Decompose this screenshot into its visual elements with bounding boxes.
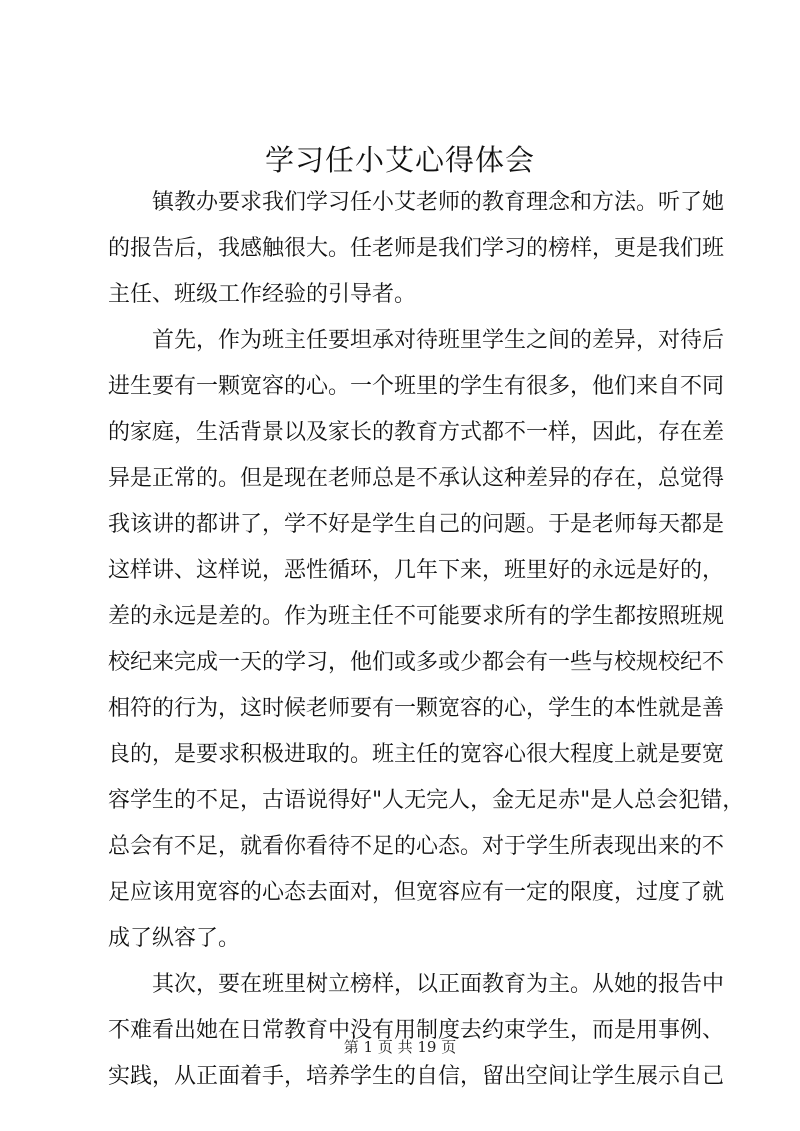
page-number-footer: 第 1 页 共 19 页 xyxy=(343,1038,457,1056)
paragraph-3-line-1: 其次，要在班里树立榜样，以正面教育为主。从她的报告中 xyxy=(152,972,725,997)
paragraph-2-line-6: 这样讲、这样说，恶性循环，几年下来，班里好的永远是好的， xyxy=(108,558,725,583)
paragraph-2-line-9: 相符的行为，这时候老师要有一颗宽容的心，学生的本性就是善 xyxy=(108,696,725,721)
paragraph-2-line-8: 校纪来完成一天的学习，他们或多或少都会有一些与校规校纪不 xyxy=(108,650,725,675)
paragraph-1-line-3: 主任、班级工作经验的引导者。 xyxy=(108,282,417,307)
paragraph-3-line-3: 实践，从正面着手，培养学生的自信，留出空间让学生展示自己 xyxy=(108,1064,725,1089)
paragraph-3-line-2: 不难看出她在日常教育中没有用制度去约束学生，而是用事例、 xyxy=(108,1018,725,1043)
paragraph-2-line-4: 异是正常的。但是现在老师总是不承认这种差异的存在，总觉得 xyxy=(108,466,725,491)
paragraph-1-line-1: 镇教办要求我们学习任小艾老师的教育理念和方法。听了她 xyxy=(152,190,725,215)
document-title: 学习任小艾心得体会 xyxy=(264,143,535,177)
paragraph-2-line-10: 良的，是要求积极进取的。班主任的宽容心很大程度上就是要宽 xyxy=(108,742,725,767)
paragraph-2-line-12: 总会有不足，就看你看待不足的心态。对于学生所表现出来的不 xyxy=(108,834,725,859)
paragraph-2-line-3: 的家庭，生活背景以及家长的教育方式都不一样，因此，存在差 xyxy=(108,420,725,445)
paragraph-2-line-1: 首先，作为班主任要坦承对待班里学生之间的差异，对待后 xyxy=(152,328,725,353)
paragraph-2-line-11: 容学生的不足，古语说得好"人无完人，金无足赤"是人总会犯错， xyxy=(108,788,745,813)
paragraph-2-line-14: 成了纵容了。 xyxy=(108,926,241,951)
paragraph-1-line-2: 的报告后，我感触很大。任老师是我们学习的榜样，更是我们班 xyxy=(108,236,725,261)
paragraph-2-line-2: 进生要有一颗宽容的心。一个班里的学生有很多，他们来自不同 xyxy=(108,374,725,399)
paragraph-2-line-7: 差的永远是差的。作为班主任不可能要求所有的学生都按照班规 xyxy=(108,604,725,629)
paragraph-2-line-13: 足应该用宽容的心态去面对，但宽容应有一定的限度，过度了就 xyxy=(108,880,725,905)
document-body xyxy=(108,180,745,1100)
paragraph-2-line-5: 我该讲的都讲了，学不好是学生自己的问题。于是老师每天都是 xyxy=(108,512,725,537)
